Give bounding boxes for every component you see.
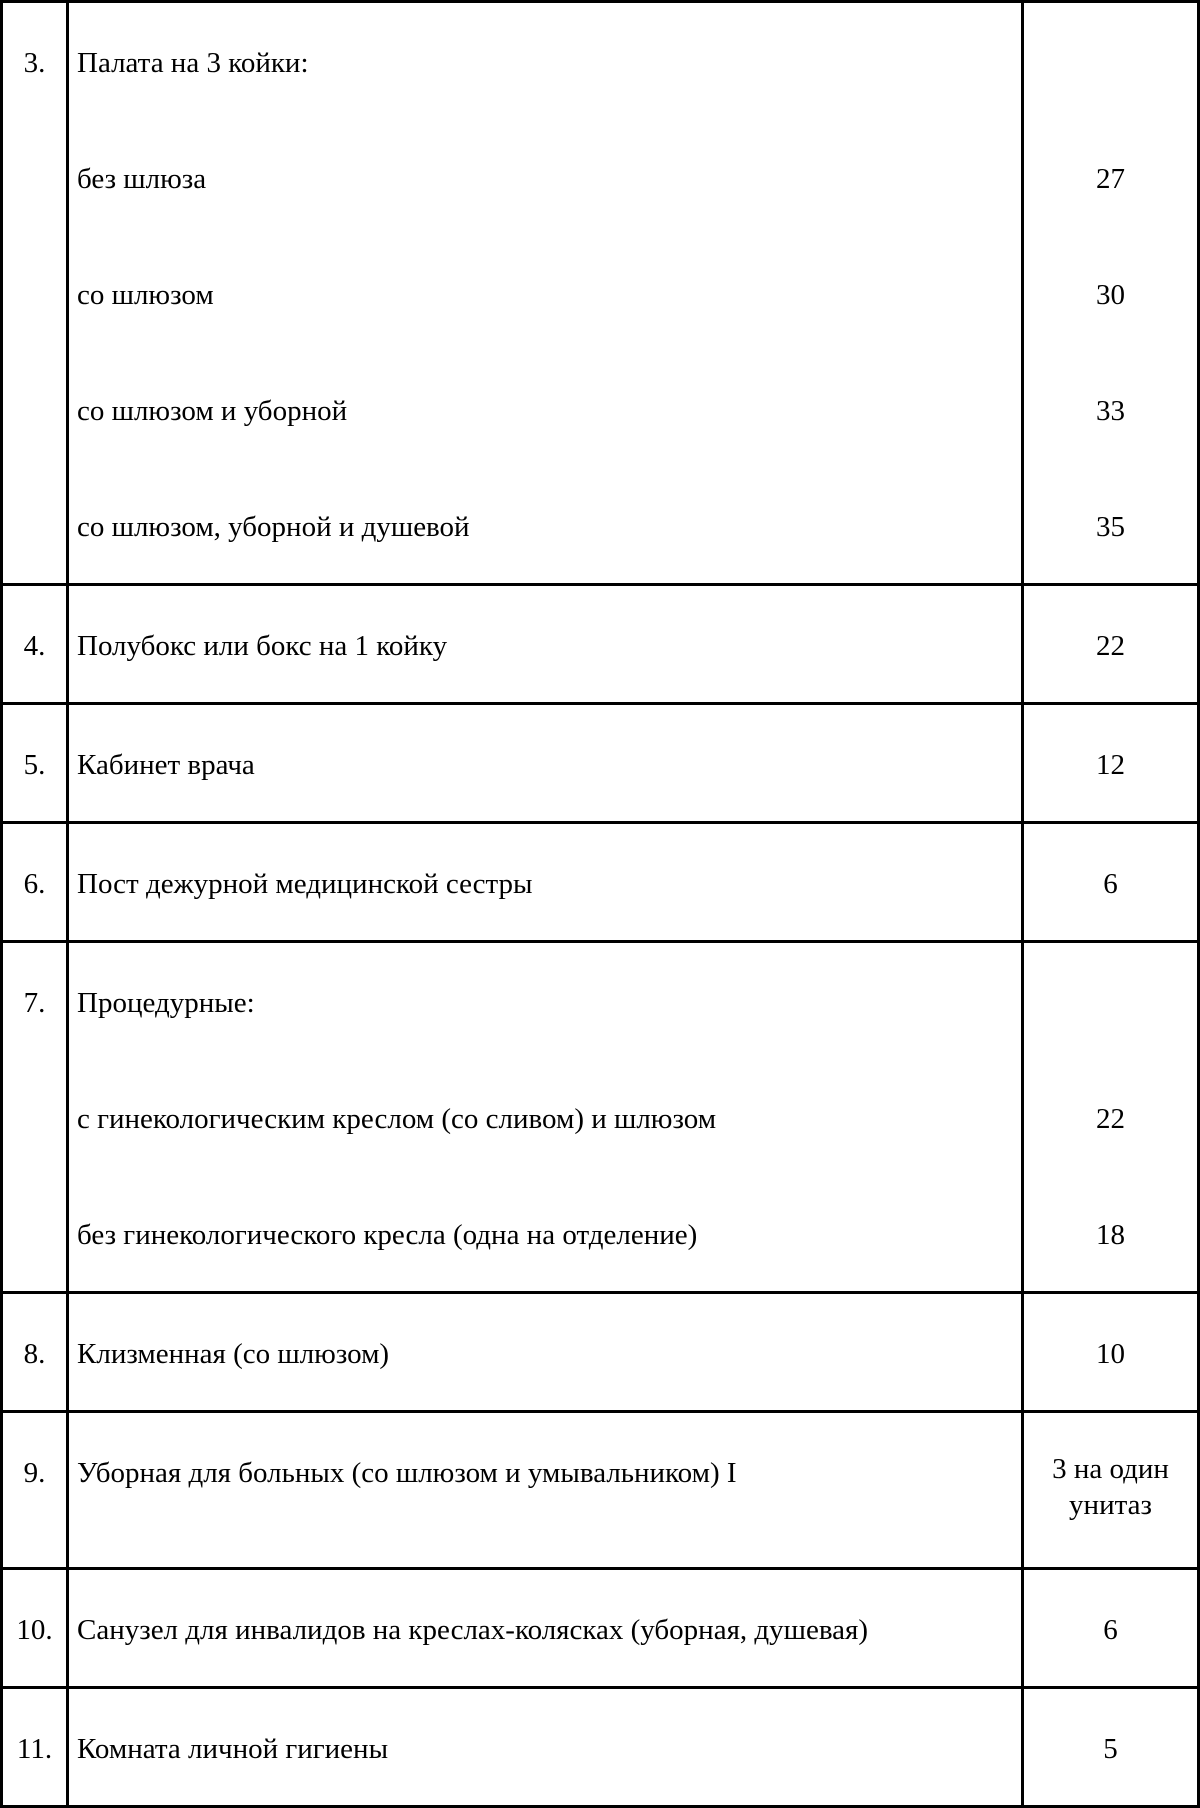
row-number-cell bbox=[2, 1412, 68, 1569]
table-row bbox=[2, 704, 1199, 823]
room-name: со шлюзом и уборной bbox=[77, 395, 348, 427]
room-name: Комната личной гигиены bbox=[77, 1733, 389, 1765]
row-number-cell bbox=[2, 2, 68, 585]
area-value: 12 bbox=[1096, 749, 1125, 781]
area-value: 18 bbox=[1096, 1219, 1125, 1251]
table-row bbox=[2, 585, 1199, 704]
area-cell bbox=[1023, 823, 1199, 942]
area-value: 33 bbox=[1096, 395, 1125, 427]
room-name: со шлюзом, уборной и душевой bbox=[77, 511, 470, 543]
area-value: 3 на один унитаз bbox=[1052, 1453, 1169, 1522]
row-number-cell bbox=[2, 942, 68, 1293]
row-number-cell bbox=[2, 823, 68, 942]
area-value: 30 bbox=[1096, 279, 1125, 311]
room-name: Кабинет врача bbox=[77, 749, 255, 781]
room-name: Палата на 3 койки: bbox=[77, 47, 309, 79]
area-cell bbox=[1023, 1293, 1199, 1412]
table-row bbox=[2, 2, 1199, 585]
row-number-cell bbox=[2, 704, 68, 823]
area-value bbox=[1024, 3, 1197, 119]
area-value: 10 bbox=[1096, 1338, 1125, 1370]
table-row bbox=[2, 1293, 1199, 1412]
room-name-cell bbox=[68, 1293, 1023, 1412]
room-name: Уборная для больных (со шлюзом и умывальником) I bbox=[77, 1457, 737, 1489]
row-number: 9. bbox=[23, 1457, 46, 1489]
table-row bbox=[2, 1412, 1199, 1569]
row-number-cell bbox=[2, 585, 68, 704]
room-name-cell bbox=[68, 823, 1023, 942]
area-cell bbox=[1023, 1412, 1199, 1569]
table-row bbox=[2, 1569, 1199, 1688]
row-number: 8. bbox=[23, 1338, 46, 1370]
room-name-cell bbox=[68, 1412, 1023, 1569]
area-cell bbox=[1023, 2, 1199, 585]
room-name: Полубокс или бокс на 1 койку bbox=[77, 630, 448, 662]
row-number-cell bbox=[2, 1293, 68, 1412]
room-name: без шлюза bbox=[77, 163, 207, 195]
room-name: Санузел для инвалидов на креслах-колясках (уборная, душевая) bbox=[77, 1614, 869, 1646]
room-name-cell bbox=[68, 942, 1023, 1293]
area-cell bbox=[1023, 1688, 1199, 1807]
room-name: с гинекологическим креслом (со сливом) и шлюзом bbox=[77, 1103, 717, 1135]
table-row bbox=[2, 1688, 1199, 1807]
row-number-cell bbox=[2, 1688, 68, 1807]
area-value: 5 bbox=[1103, 1733, 1118, 1765]
row-number: 7. bbox=[23, 987, 46, 1019]
row-number-cell bbox=[2, 1569, 68, 1688]
area-cell bbox=[1023, 585, 1199, 704]
table-row bbox=[2, 942, 1199, 1293]
room-name: без гинекологического кресла (одна на отделение) bbox=[77, 1219, 698, 1251]
area-value: 22 bbox=[1096, 630, 1125, 662]
room-name-cell bbox=[68, 1688, 1023, 1807]
row-number: 6. bbox=[23, 868, 46, 900]
area-value: 22 bbox=[1096, 1103, 1125, 1135]
area-cell bbox=[1023, 1569, 1199, 1688]
row-number: 3. bbox=[23, 47, 46, 79]
area-value: 35 bbox=[1096, 511, 1125, 543]
row-number: 10. bbox=[16, 1614, 53, 1646]
row-number: 11. bbox=[16, 1733, 53, 1765]
row-number: 4. bbox=[23, 630, 46, 662]
room-name: со шлюзом bbox=[77, 279, 214, 311]
area-value: 6 bbox=[1103, 1614, 1118, 1646]
room-name: Клизменная (со шлюзом) bbox=[77, 1338, 390, 1370]
room-name-cell bbox=[68, 704, 1023, 823]
area-cell bbox=[1023, 942, 1199, 1293]
area-value: 27 bbox=[1096, 163, 1125, 195]
room-name: Пост дежурной медицинской сестры bbox=[77, 868, 533, 900]
room-name: Процедурные: bbox=[77, 987, 255, 1019]
room-name-cell bbox=[68, 585, 1023, 704]
row-number: 5. bbox=[23, 749, 46, 781]
area-value: 6 bbox=[1103, 868, 1118, 900]
room-name-cell bbox=[68, 2, 1023, 585]
area-value bbox=[1024, 943, 1197, 1059]
area-cell bbox=[1023, 704, 1199, 823]
room-name-cell bbox=[68, 1569, 1023, 1688]
table-row bbox=[2, 823, 1199, 942]
